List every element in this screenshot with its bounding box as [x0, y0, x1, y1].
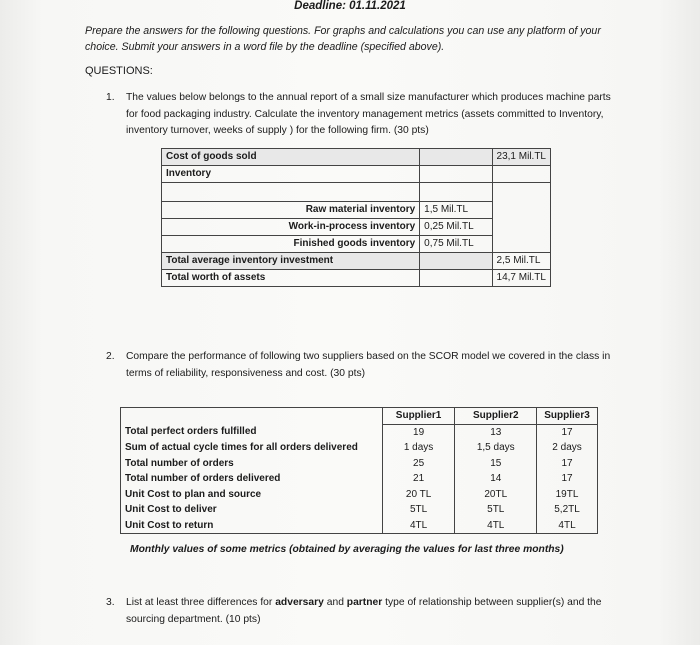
row-label: Total perfect orders fulfilled	[121, 424, 383, 440]
assets-label: Total worth of assets	[162, 270, 420, 287]
breakdown-label: Raw material inventory	[162, 202, 420, 219]
cell-value: 4TL	[455, 518, 537, 534]
bold-term: partner	[346, 597, 383, 608]
cell-value: 4TL	[382, 518, 455, 534]
supplier-table	[120, 407, 598, 534]
row-label: Sum of actual cycle times for all orders delivered	[121, 440, 383, 456]
cogs-label: Cost of goods sold	[162, 149, 420, 166]
table-row	[121, 487, 598, 503]
table-row	[162, 253, 551, 270]
cell-value: 17	[537, 424, 598, 440]
question-text: The values below belongs to the annual report of a small size manufacturer which produces machine parts for food packaging industry. Calculate the inventory management metrics (assets committed to Inventory, inventory turnover, weeks of supply ) for the following firm. (30 pts)	[126, 92, 611, 136]
table-row	[121, 440, 598, 456]
cell-value: 14	[455, 471, 537, 487]
table-row	[162, 202, 551, 219]
assets-value: 14,7 Mil.TL	[492, 270, 550, 287]
row-label: Total number of orders	[121, 456, 383, 472]
table-row	[121, 456, 598, 472]
table-row	[162, 219, 551, 236]
cell-value: 1 days	[382, 440, 455, 456]
avg-inventory-value: 2,5 Mil.TL	[492, 253, 550, 270]
table-row	[121, 424, 598, 440]
breakdown-value: 0,75 Mil.TL	[420, 236, 492, 253]
table-row	[162, 149, 551, 166]
table-row	[121, 518, 598, 534]
column-header: Supplier2	[455, 408, 537, 425]
row-label: Total number of orders delivered	[121, 471, 383, 487]
cogs-value: 23,1 Mil.TL	[492, 149, 550, 166]
cell-value: 1,5 days	[455, 440, 537, 456]
table-row	[162, 236, 551, 253]
table-header-row	[121, 408, 598, 425]
intro-paragraph: Prepare the answers for the following questions. For graphs and calculations you can use any platform of your choice. Submit your answers in a word file by the deadline (specified above).	[85, 25, 601, 53]
column-header: Supplier1	[382, 408, 455, 425]
cell-value: 4TL	[537, 518, 598, 534]
cell-value: 17	[537, 471, 598, 487]
deadline-heading: Deadline: 01.11.2021	[294, 0, 406, 12]
breakdown-label: Work-in-process inventory	[162, 219, 420, 236]
text-segment: type of relationship between supplier(s) and the sourcing department. (10 pts)	[126, 597, 602, 625]
text-segment: List at least three differences for	[126, 597, 276, 608]
cell-value: 19	[382, 424, 455, 440]
table-row	[162, 183, 551, 202]
column-header: Supplier3	[537, 408, 598, 425]
question-text	[126, 595, 621, 628]
cell-value: 20TL	[455, 487, 537, 503]
table-row	[121, 471, 598, 487]
question-number: 2.	[106, 351, 115, 362]
breakdown-value: 1,5 Mil.TL	[420, 202, 492, 219]
bold-term: adversary	[275, 597, 324, 608]
table-row	[162, 270, 551, 287]
row-label: Unit Cost to return	[121, 518, 383, 534]
cell-value: 2 days	[537, 440, 598, 456]
avg-inventory-label: Total average inventory investment	[162, 253, 420, 270]
cell-value: 5TL	[455, 502, 537, 518]
question-number: 3.	[106, 597, 115, 608]
table-caption: Monthly values of some metrics (obtained by averaging the values for last three months)	[130, 544, 564, 555]
inventory-label: Inventory	[162, 166, 420, 183]
cell-value: 20 TL	[382, 487, 455, 503]
inventory-table	[161, 148, 551, 287]
cell-value: 5TL	[382, 502, 455, 518]
question-text: Compare the performance of following two suppliers based on the SCOR model we covered in the class in terms of reliability, responsiveness and cost. (30 pts)	[126, 351, 611, 379]
cell-value: 13	[455, 424, 537, 440]
questions-heading: QUESTIONS:	[85, 65, 153, 77]
row-label: Unit Cost to deliver	[121, 502, 383, 518]
row-label: Unit Cost to plan and source	[121, 487, 383, 503]
text-segment: and	[323, 597, 347, 608]
breakdown-value: 0,25 Mil.TL	[420, 219, 492, 236]
breakdown-label: Finished goods inventory	[162, 236, 420, 253]
cell-value: 5,2TL	[537, 502, 598, 518]
cell-value: 21	[382, 471, 455, 487]
cell-value: 25	[382, 456, 455, 472]
cell-value: 15	[455, 456, 537, 472]
cell-value: 17	[537, 456, 598, 472]
cell-value: 19TL	[537, 487, 598, 503]
table-row	[162, 166, 551, 183]
question-number: 1.	[106, 92, 115, 103]
table-row	[121, 502, 598, 518]
